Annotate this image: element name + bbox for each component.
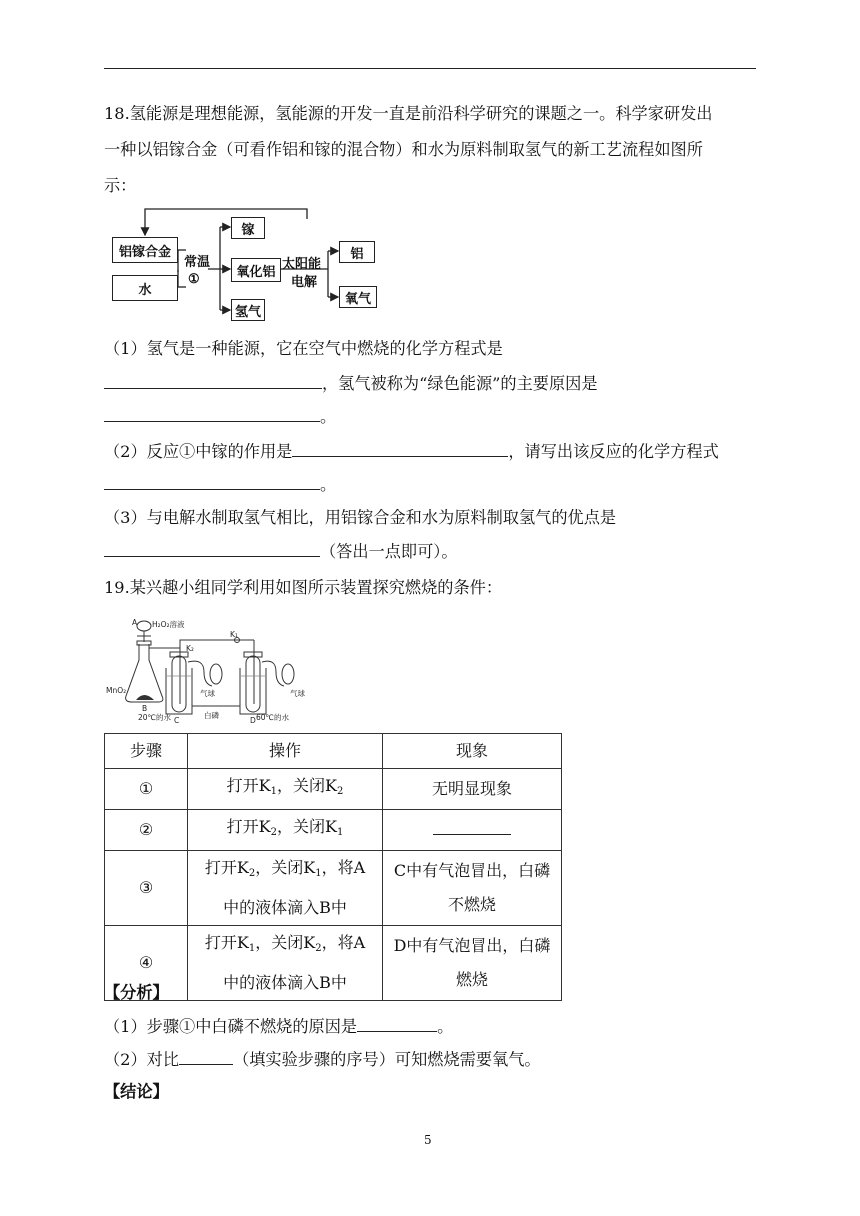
phenomenon-cell: 无明显现象 [383, 769, 562, 810]
q18-intro-line3: 示： [104, 176, 137, 195]
page-number: 5 [424, 1133, 432, 1147]
operation-cell [188, 769, 383, 810]
header-operation: 操作 [188, 734, 383, 769]
q18-part2-prefix: （2）反应①中镓的作用是 [104, 442, 293, 461]
q18-part1-line2-text: ，氢气被称为“绿色能源”的主要原因是 [322, 374, 598, 393]
label-h2o2: H₂O₂溶液 [152, 620, 185, 629]
analysis-1-prefix: （1）步骤①中白磷不燃烧的原因是 [104, 1017, 358, 1036]
q18-part2-middle: ，请写出该反应的化学方程式 [508, 442, 719, 461]
table-header-row [105, 734, 562, 769]
step-number: ① [105, 769, 188, 810]
conclusion-heading: 【结论】 [104, 1082, 169, 1101]
label-white-phosphorus: 白磷 [204, 711, 219, 720]
label-solar: 太阳能 [282, 257, 322, 272]
q18-part2-line2 [104, 473, 336, 496]
box-alumina: 氧化铝 [231, 258, 281, 282]
answer-blank[interactable] [292, 440, 508, 457]
box-hydrogen: 氢气 [231, 299, 265, 321]
operation-text: ，将A [321, 933, 366, 952]
operation-text: ，关闭K [255, 858, 316, 877]
box-water: 水 [112, 275, 178, 301]
label-c: C [174, 716, 180, 725]
operation-text: ，关闭K [277, 817, 337, 836]
q18-part3-line2-text: （答出一点即可）。 [320, 542, 458, 561]
label-electrolysis: 电解 [291, 275, 318, 290]
phenomenon-line2: 不燃烧 [447, 895, 496, 914]
answer-blank[interactable] [104, 372, 322, 389]
phenomenon-cell [383, 926, 562, 1001]
analysis-1-suffix: 。 [437, 1017, 454, 1036]
q18-part2-line1 [104, 440, 719, 463]
operation-text-line2: 中的液体滴入B中 [223, 973, 347, 992]
q19-intro: 19.某兴趣小组同学利用如图所示装置探究燃烧的条件： [104, 578, 503, 597]
subscript: 2 [336, 786, 344, 797]
label-balloon-c: 气球 [200, 689, 215, 698]
apparatus-drawing [104, 614, 328, 724]
analysis-2-prefix: （2）对比 [104, 1050, 180, 1069]
q18-part1-line3-text: 。 [320, 407, 337, 426]
q18-part1-line3 [104, 405, 336, 428]
answer-blank[interactable] [357, 1015, 437, 1032]
subscript: 2 [270, 827, 277, 838]
q18-part1-line1: （1）氢气是一种能源，它在空气中燃烧的化学方程式是 [104, 339, 503, 358]
q18-part2-line2-text: 。 [320, 475, 337, 494]
operation-text: 打开K [204, 933, 249, 952]
analysis-2-suffix: （填实验步骤的序号）可知燃烧需要氧气。 [233, 1050, 541, 1069]
answer-blank[interactable] [104, 473, 320, 490]
subscript: 1 [270, 786, 277, 797]
q18-intro-line1: 18.氢能源是理想能源，氢能源的开发一直是前沿科学研究的课题之一。科学家研发出 [104, 104, 713, 123]
step-number: ③ [105, 851, 188, 926]
q19-analysis-1 [104, 1015, 453, 1038]
label-a: A [132, 618, 138, 627]
header-rule [104, 68, 756, 69]
answer-blank[interactable] [104, 540, 320, 557]
box-gallium: 镓 [231, 217, 265, 239]
operation-text: 打开K [226, 817, 271, 836]
experiment-steps-table [104, 733, 562, 1001]
subscript: 1 [248, 943, 256, 954]
step-number: ② [105, 810, 188, 851]
analysis-heading: 【分析】 [104, 983, 169, 1002]
answer-blank[interactable] [104, 405, 320, 422]
label-k2: K₂ [186, 644, 194, 653]
box-oxygen: 氧气 [339, 286, 377, 308]
phenomenon-cell [383, 810, 562, 851]
answer-blank[interactable] [179, 1048, 233, 1065]
label-reaction-1: ① [188, 272, 200, 287]
box-aluminum: 铝 [339, 241, 375, 263]
operation-cell [188, 810, 383, 851]
label-balloon-d: 气球 [290, 689, 305, 698]
subscript: 1 [315, 868, 322, 879]
box-al-ga-alloy: 铝镓合金 [112, 237, 178, 263]
operation-text: ，关闭K [255, 933, 316, 952]
operation-text: 打开K [226, 776, 271, 795]
operation-text: ，关闭K [277, 776, 337, 795]
table-row [105, 769, 562, 810]
q18-part3-line1: （3）与电解水制取氢气相比，用铝镓合金和水为原料制取氢气的优点是 [104, 508, 617, 527]
phenomenon-cell [383, 851, 562, 926]
q18-part3-line2 [104, 540, 458, 563]
table-row [105, 926, 562, 1001]
phenomenon-line2: 燃烧 [455, 970, 488, 989]
operation-text-line2: 中的液体滴入B中 [223, 898, 347, 917]
phenomenon-line1: D中有气泡冒出，白磷 [393, 936, 551, 955]
label-mno2: MnO₂ [106, 686, 127, 695]
phenomenon-line1: C中有气泡冒出，白磷 [393, 861, 551, 880]
combustion-apparatus-figure [104, 614, 328, 724]
process-flow-diagram [110, 207, 390, 327]
operation-text: ，将A [321, 858, 366, 877]
label-b: B [142, 704, 148, 713]
operation-cell [188, 926, 383, 1001]
subscript: 2 [315, 943, 322, 954]
subscript: 2 [248, 868, 256, 879]
header-step: 步骤 [105, 734, 188, 769]
label-water-60: 60℃的水 [256, 713, 289, 722]
table-row [105, 851, 562, 926]
label-k1: K₁ [230, 630, 238, 639]
q18-intro-line2: 一种以铝镓合金（可看作铝和镓的混合物）和水为原料制取氢气的新工艺流程如图所 [104, 140, 703, 159]
q19-analysis-2 [104, 1048, 541, 1071]
table-row [105, 810, 562, 851]
label-d: D [250, 716, 256, 725]
label-water-20: 20℃的水 [138, 713, 171, 722]
operation-text: 打开K [204, 858, 249, 877]
step-number: ④ [105, 926, 188, 1001]
answer-blank[interactable] [433, 818, 511, 835]
q18-part1-line2 [104, 372, 598, 395]
header-phenomenon: 现象 [383, 734, 562, 769]
subscript: 1 [336, 827, 344, 838]
operation-cell [188, 851, 383, 926]
label-room-temp: 常温 [184, 255, 211, 270]
